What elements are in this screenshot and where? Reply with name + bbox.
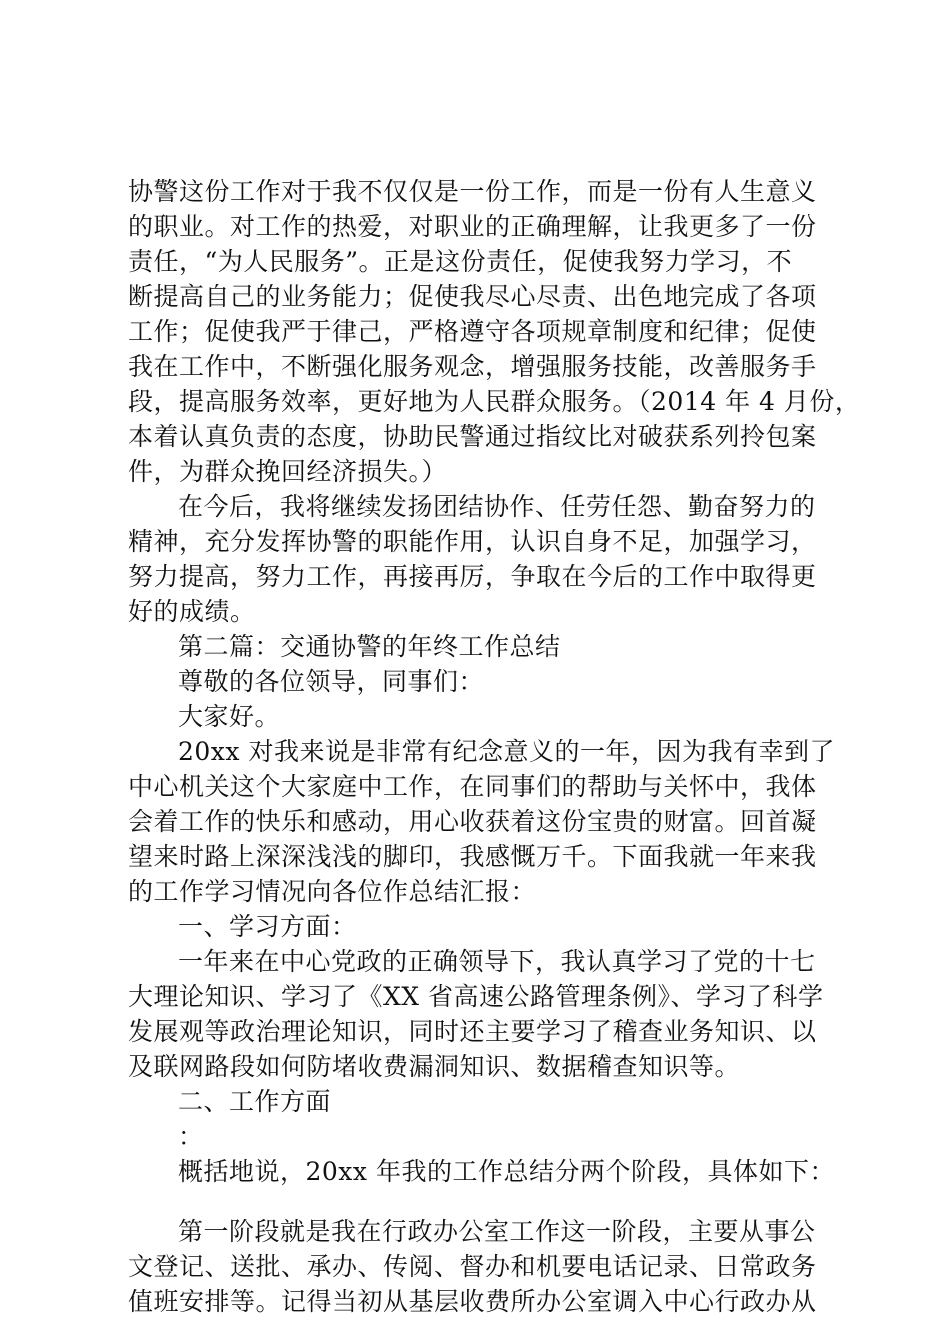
text-line: 断提高自己的业务能力；促使我尽心尽责、出色地完成了各项	[128, 282, 817, 311]
text-line: 努力提高，努力工作，再接再厉，争取在今后的工作中取得更	[128, 562, 817, 591]
text-line: 本着认真负责的态度，协助民警通过指纹比对破获系列拎包案	[128, 422, 817, 451]
text-line: 责任，“为人民服务”。正是这份责任，促使我努力学习，不	[128, 247, 793, 276]
text-line: 一年来在中心党政的正确领导下，我认真学习了党的十七	[178, 947, 816, 976]
text-line: 概括地说，20xx 年我的工作总结分两个阶段，具体如下：	[178, 1157, 835, 1186]
text-line: 中心机关这个大家庭中工作，在同事们的帮助与关怀中，我体	[128, 772, 817, 801]
text-line: 发展观等政治理论知识，同时还主要学习了稽查业务知识、以	[128, 1017, 817, 1046]
subheading: 一、学习方面：	[178, 912, 357, 941]
text-line: 工作；促使我严于律己，严格遵守各项规章制度和纪律；促使	[128, 317, 817, 346]
text-line: ：	[178, 1122, 204, 1151]
text-line: 的职业。对工作的热爱，对职业的正确理解，让我更多了一份	[128, 212, 817, 241]
text-line: 协警这份工作对于我不仅仅是一份工作，而是一份有人生意义	[128, 177, 817, 206]
text-line: 好的成绩。	[128, 597, 256, 626]
subheading: 二、工作方面	[178, 1087, 332, 1116]
text-line: 望来时路上深深浅浅的脚印，我感慨万千。下面我就一年来我	[128, 842, 817, 871]
text-line: 段，提高服务效率，更好地为人民群众服务。（2014 年 4 月份，	[128, 387, 861, 416]
text-line: 在今后，我将继续发扬团结协作、任劳任怨、勤奋努力的	[178, 492, 816, 521]
text-line: 20xx 对我来说是非常有纪念意义的一年，因为我有幸到了	[178, 737, 835, 766]
text-line: 第一阶段就是我在行政办公室工作这一阶段，主要从事公	[178, 1217, 816, 1246]
text-line: 件，为群众挽回经济损失。）	[128, 457, 448, 486]
text-line: 会着工作的快乐和感动，用心收获着这份宝贵的财富。回首凝	[128, 807, 817, 836]
text-line: 我在工作中，不断强化服务观念，增强服务技能，改善服务手	[128, 352, 817, 381]
text-line: 大理论知识、学习了《XX 省高速公路管理条例》、学习了科学	[128, 982, 824, 1011]
text-line: 值班安排等。记得当初从基层收费所办公室调入中心行政办从	[128, 1287, 817, 1316]
section-heading: 第二篇：交通协警的年终工作总结	[178, 632, 561, 661]
text-line: 精神，充分发挥协警的职能作用，认识自身不足，加强学习，	[128, 527, 817, 556]
text-line: 的工作学习情况向各位作总结汇报：	[128, 877, 537, 906]
text-line: 及联网路段如何防堵收费漏洞知识、数据稽查知识等。	[128, 1052, 741, 1081]
text-line: 文登记、送批、承办、传阅、督办和机要电话记录、日常政务	[128, 1252, 817, 1281]
text-line: 大家好。	[178, 702, 281, 731]
text-line: 尊敬的各位领导，同事们：	[178, 667, 485, 696]
